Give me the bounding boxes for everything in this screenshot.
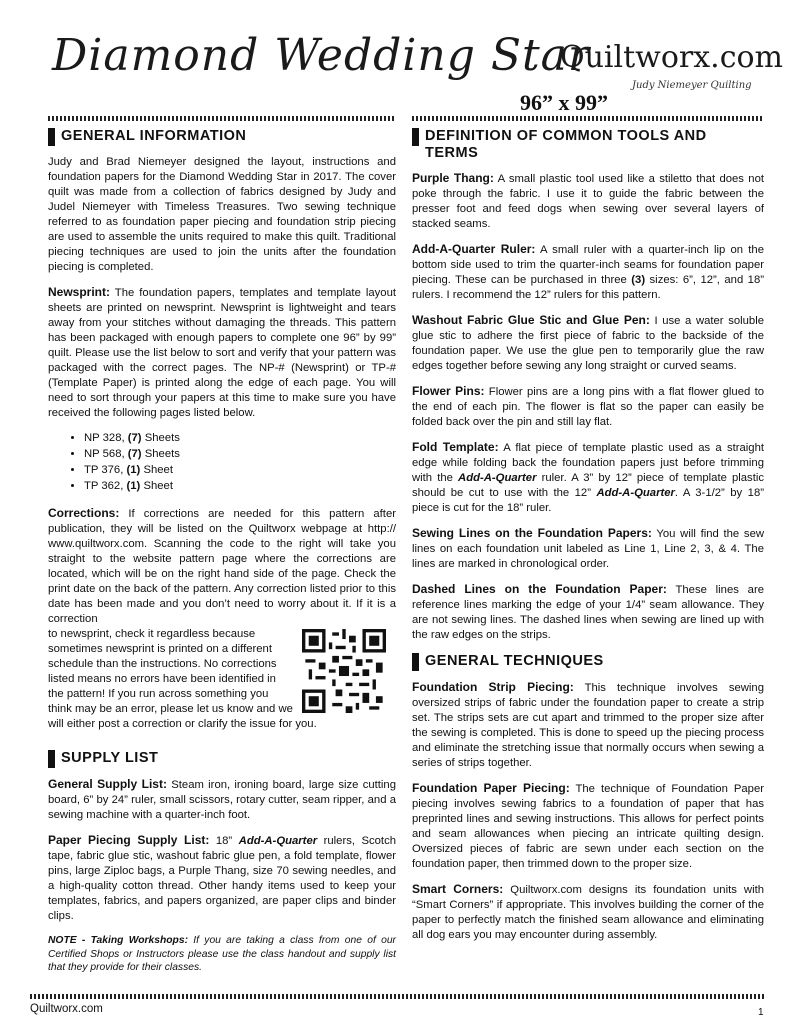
section-definitions [412,128,764,162]
top-rule-right [412,116,764,121]
term-label: Dashed Lines on the Foundation Paper: [412,582,667,596]
list-item: • NP 328, (7) Sheets [84,431,396,446]
strip-piecing-paragraph: Foundation Strip Piecing: This technique involves sewing oversized strips of fabric under the foundation paper to create a strip set. The strips sets are cut apart and trimmed to the proper size after the sewing is completed. This is done to speed up the piecing process and eliminate the stretching issue that normally occurs when sewing a series of strips together. [412,680,764,769]
add-a-quarter-paragraph: Add-A-Quarter Ruler: A small ruler with a quarter-inch lip on the bottom side used to trim the quarter-inch seams for foundation paper piecing. These can be purchased in three (3) sizes: 6”, 12”, and 18” rulers. I recommend the 12” rulers for this pattern. [412,242,764,301]
bottom-rule [30,994,764,999]
paper-piecing-paragraph: Foundation Paper Piecing: The technique of Foundation Paper piecing involves sewing fabrics to a foundation of paper that has preprinted lines and sewing instructions. This allows for perfect points and seam allowances when piecing an intricate quilting design. Oversized pieces of fabric are sewn under each section on the foundation paper, then trimmed down to the proper size. [412,781,765,870]
section-marker [48,750,55,768]
section-heading: DEFINITION OF COMMON TOOLS AND TERMS [425,128,707,161]
purple-thang-paragraph: Purple Thang: A small plastic tool used like a stiletto that does not poke through the fabric. I use it to guide the fabric between the presser foot and feed dogs when sewing over several layers of stacked seams. [412,171,764,230]
top-rule-left [48,116,396,121]
quilt-size: 96” x 99” [520,90,608,115]
term-text: The foundation papers, templates and template layout sheets are printed on newsprint. Newsprint is lightweight and tears away from your stitches without damaging the threads. This pattern has been packaged with enough papers to complete one 96” by 99” quilt. Please use the list below to sort and verify that your pattern was packaged with the correct pages. The NP-# (Newsprint) or TP-# (Template Paper) is printed along the edge of each page. You will need to sort through your papers at this time to make sure you have received the following pages listed below. [48,287,396,419]
term-label: Washout Fabric Glue Stic and Glue Pen: [412,313,650,327]
page-number: 1 [758,1007,764,1018]
section-heading: SUPPLY LIST [61,750,159,766]
right-column [412,124,764,953]
qr-code-icon[interactable] [302,629,386,713]
section-general-techniques [412,653,764,671]
glue-paragraph: Washout Fabric Glue Stic and Glue Pen: I use a water soluble glue stic to adhere the first piece of fabric to the backside of the foundation paper. We use the glue pen to temporarily glue the raw edges together before sewing any long straight or curved seams. [412,313,764,372]
term-label: Foundation Strip Piecing: [412,680,574,694]
term-text: Steam iron, ironing board, large size cutting board, 6” by 24” ruler, small scissors, rotary cutter, seam ripper, and a sewing machine with a quarter-inch foot. [48,779,396,821]
footer-site[interactable]: Quiltworx.com [30,1003,103,1015]
intro-paragraph: Judy and Brad Niemeyer designed the layout, instructions and foundation papers for the Diamond Wedding Star in 2017. The cover quilt was made from a collection of fabrics designed by Judy and Judel Niemeyer with Timeless Treasures. Two sewing technique referred to as foundation paper piecing and foundation strip piecing are used to assemble the units required to make this quilt. Traditional piecing techniques are used to join the units after the foundation piecing is completed. [48,156,396,273]
section-marker [412,128,419,146]
newsprint-paragraph [48,285,396,421]
fold-template-paragraph: Fold Template: A flat piece of template plastic used as a straight edge while folding back the foundation papers just before trimming with the Add-A-Quarter ruler. A 3” by 12” piece of template plastic should be cut to use with the 12” Add-A-Quarter. A 3-1/2” by 18” piece is cut for the 18” ruler. [412,440,764,514]
general-supply-paragraph [48,777,396,823]
section-supply-list [48,750,396,768]
brand-tagline: Judy Niemeyer Quilting [632,80,752,91]
list-item: • TP 376, (1) Sheet [84,463,396,478]
corrections-qr-block [48,627,396,742]
term-label: Add-A-Quarter Ruler: [412,242,536,256]
term-label: Corrections: [48,506,120,520]
brand-logo: Quiltworx.com [560,40,784,75]
list-item: • TP 362, (1) Sheet [84,479,396,494]
workshop-note: NOTE - Taking Workshops: If you are taking a class from one of our Certified Shops or Instructors please use the class handout and supply list that they provide for their classes. [48,935,396,973]
section-general-information [48,128,396,146]
sewing-lines-paragraph: Sewing Lines on the Foundation Papers: You will find the sew lines on each foundation unit labeled as Line 1, Line 2, 3, & 4. The lines are marked in chronological order. [412,526,765,570]
section-marker [412,653,419,671]
term-label: Smart Corners: [412,882,504,896]
corrections-continued: to newsprint, check it regardless because sometimes newsprint is printed on a different schedule than the instructions. No corrections listed means no errors have been identified in the pattern! If you run across something you think may be an error, please let us know and we will either post a correction or clarify the issue for you. [48,628,317,730]
term-text: If corrections are needed for this pattern after publication, they will be listed on the Quiltworx webpage at http:// www.quiltworx.com. Scanning the code to the right will take you straight to the website pattern page where the corrections are located, which will be on the right hand side of the page. Check the print date on the back of the pattern. Any correction listed prior to this date has been made and you don’t need to worry about it. If it is a correction [48,508,396,625]
pattern-title: Diamond Wedding Star [52,30,590,81]
smart-corners-paragraph: Smart Corners: Quiltworx.com designs its foundation units with “Smart Corners” if appropriate. This involves building the corner of the paper to perfectly match the finished seam allowance and eliminating all dog ears you may encounter during assembly. [412,882,764,941]
term-label: General Supply List: [48,777,167,791]
term-label: Fold Template: [412,440,499,454]
term-label: Foundation Paper Piecing: [412,781,570,795]
term-label: Purple Thang: [412,171,494,185]
term-label: Flower Pins: [412,384,485,398]
flower-pins-paragraph: Flower Pins: Flower pins are a long pins with a flat flower glued to the end of each pin. The flower is flat so the paper can easily be folded back over the pin and still lay flat. [412,384,764,428]
section-heading: GENERAL TECHNIQUES [425,653,604,669]
corrections-paragraph [48,506,396,627]
list-item: • NP 568, (7) Sheets [84,447,396,462]
sheet-list [48,431,396,494]
term-label: Paper Piecing Supply List: [48,833,210,847]
section-marker [48,128,55,146]
paper-supply-paragraph: Paper Piecing Supply List: 18” Add-A-Quarter rulers, Scotch tape, fabric glue stic, washout fabric glue pen, a fold template, flower pins, large Ziploc bags, a Purple Thang, size 70 sewing needles, and a high-quality cotton thread. Other handy items used to keep your templates, fabrics, and papers organized, are paper clips and binder clips. [48,833,396,922]
section-heading: GENERAL INFORMATION [61,128,247,144]
term-label: Newsprint: [48,285,111,299]
page-header [0,0,794,116]
dashed-lines-paragraph: Dashed Lines on the Foundation Paper: These lines are reference lines marking the edge of your 1/4” seam allowance. They are not sewing lines. The dashed lines when sewing are lined up with the raw edges on the strips. [412,582,765,641]
term-label: Sewing Lines on the Foundation Papers: [412,526,652,540]
left-column [48,124,396,985]
